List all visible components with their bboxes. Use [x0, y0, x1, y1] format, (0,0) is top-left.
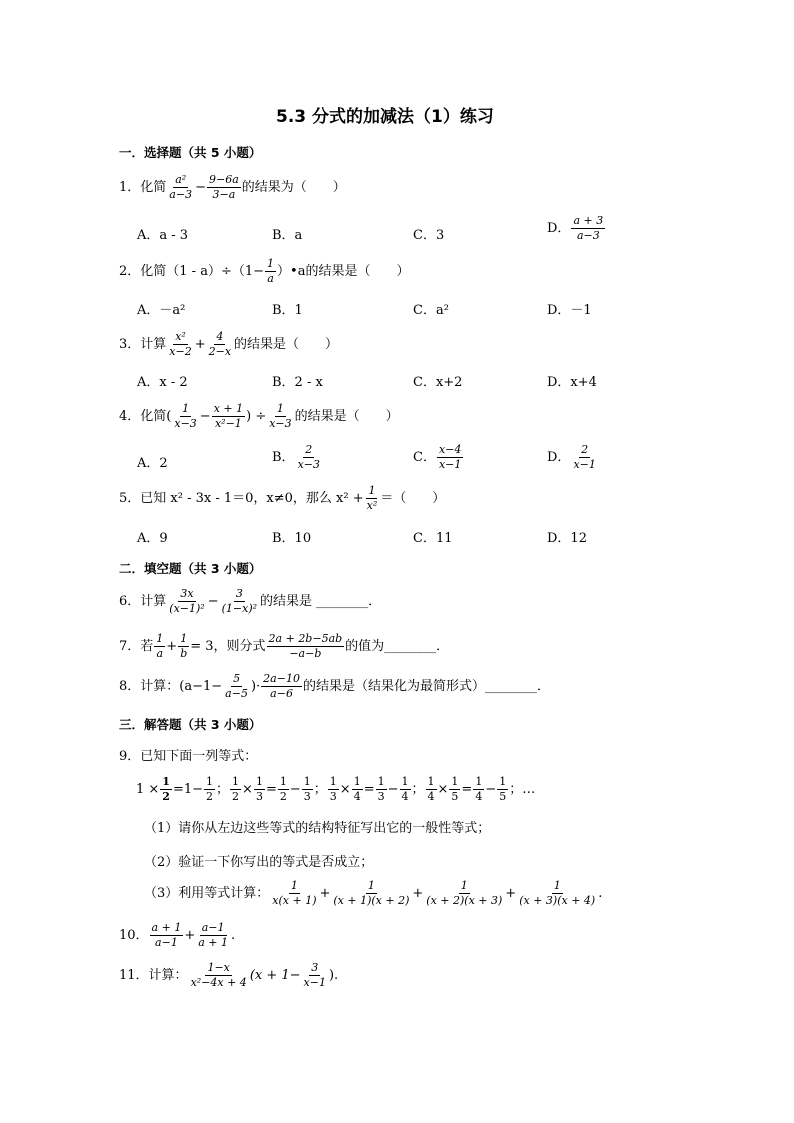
section-heading-solve: 三．解答题（共 3 小题） [119, 717, 262, 732]
fraction: $\frac{4}{2-x}$ [208, 330, 232, 359]
q4-option-d: D． $\frac{2}{x-1}$ [547, 443, 596, 472]
fraction: $\frac{1}{4}$ [427, 775, 435, 804]
fraction: $\frac{a + 3}{a-3}$ [573, 214, 604, 243]
fraction: $\frac{1}{a}$ [156, 632, 164, 661]
question-6: 6． 计算 $\frac{3x}{\text{(x−1)²}}$ − $\frac{3}{\text{(1−x)²}}$ 的结果是 ________． [119, 587, 382, 616]
q3-option-d: D．x+4 [547, 375, 597, 390]
q2-option-d: D．－1 [547, 303, 592, 318]
fraction: $\frac{1}{3}$ [329, 775, 337, 804]
fraction: $\frac{2}{x-3}$ [297, 443, 320, 472]
fraction: $\frac{1}{2}$ [279, 775, 287, 804]
fraction: $\frac{1}{5}$ [499, 775, 507, 804]
fraction: $\frac{2a + 2b-5ab}{-a-b}$ [268, 632, 343, 661]
fraction: $\frac{1}{a}$ [267, 257, 275, 286]
fraction: $\frac{1}{4}$ [475, 775, 483, 804]
q9-part-3: （3）利用等式计算： $\frac{1}{x(x + 1)}$ + $\frac{1}{(x + 1)(x + 2)}$ + $\frac{1}{(x + 2)(x + 3)}$ + $\frac{1}{(x + 3)(x + 4)}$ . [144, 879, 603, 908]
q3-option-b: B．2 - x [272, 375, 323, 390]
section-heading-fill: 二．填空题（共 3 小题） [119, 561, 262, 576]
section-heading-choice: 一．选择题（共 5 小题） [119, 145, 262, 160]
fraction: $\frac{a + 1}{a-1}$ [151, 921, 182, 950]
q5-option-b: B．10 [272, 531, 312, 546]
q2-option-c: C．a² [413, 303, 449, 318]
fraction: $\frac{1}{2}$ [232, 775, 240, 804]
question-11: 11． 计算： $\frac{1-x}{\text{x²−4x + 4}}$ (x + 1− $\frac{3}{x-1}$ ). [119, 961, 339, 990]
q1-option-b: B．a [272, 228, 303, 243]
q9-equation-sequence: 1 × $\frac{1}{2}$ = 1− $\frac{1}{2}$ ； $\frac{1}{2}$ × $\frac{1}{3}$ = $\frac{1}{2}$ − $\frac{1}{3}$ ； $\frac{1}{3}$ × $\frac{1}{4}$ = $\frac{1}{3}$ − $\frac{1}{4}$ ； $\frac{1}{4}$ × $\frac{1}{5}$ = $\frac{1}{4}$ − $\frac{1}{5}$ ；… [136, 775, 536, 804]
fraction: $\frac{1}{(x + 1)(x + 2)}$ [333, 879, 410, 908]
fraction: $\frac{1}{4}$ [353, 775, 361, 804]
q4-option-a: A．2 [137, 456, 168, 471]
fraction: $\frac{1}{b}$ [180, 632, 188, 661]
q1-option-d: D． $\frac{a + 3}{a-3}$ [547, 214, 604, 243]
q9-part-2: （2）验证一下你写出的等式是否成立； [144, 855, 374, 870]
fraction: $\frac{a-1}{a + 1}$ [198, 921, 229, 950]
fraction: $\frac{1-x}{\text{x²−4x + 4}}$ [190, 961, 247, 990]
q1-option-c: C．3 [413, 228, 445, 243]
fraction: $\frac{1}{3}$ [377, 775, 385, 804]
fraction: $\frac{x + 1}{\text{x²−1}}$ [213, 402, 244, 431]
fraction: $\frac{1}{x(x + 1)}$ [272, 879, 317, 908]
fraction: $\frac{x-4}{x-1}$ [438, 443, 462, 472]
fraction: $\frac{3x}{\text{(x−1)²}}$ [169, 587, 205, 616]
fraction: $\frac{9-6a}{3-a}$ [208, 173, 239, 202]
fraction: $\frac{1}{3}$ [303, 775, 311, 804]
fraction: $\frac{1}{x-3}$ [269, 402, 292, 431]
fraction: $\frac{\text{x²}}{x-2}$ [169, 330, 192, 359]
fraction: $\frac{1}{4}$ [401, 775, 409, 804]
question-2: 2． 化简（1 - a）÷（1− $\frac{1}{a}$ ）•a的结果是（ ） [119, 257, 410, 286]
question-5: 5． 已知 x² - 3x - 1＝0，x≠0，那么 x² + $\frac{1}{\text{x²}}$ ＝（ ） [119, 484, 446, 513]
page-title: 5.3 分式的加减法（1）练习 [276, 107, 494, 127]
question-1: 1． 化简 $\frac{\text{a²}}{a-3}$ − $\frac{9-6a}{3-a}$ 的结果为（ ） [119, 173, 346, 202]
q3-option-c: C．x+2 [413, 375, 463, 390]
q1-option-a: A．a - 3 [137, 228, 189, 243]
q5-option-d: D．12 [547, 531, 587, 546]
fraction: $\frac{1}{\text{x²}}$ [366, 484, 378, 513]
q3-option-a: A．x - 2 [137, 375, 188, 390]
fraction: $\frac{3}{x-1}$ [303, 961, 326, 990]
fraction: $\frac{1}{3}$ [255, 775, 263, 804]
question-3: 3． 计算 $\frac{\text{x²}}{x-2}$ + $\frac{4}{2-x}$ 的结果是（ ） [119, 330, 339, 359]
fraction: $\frac{\text{a²}}{a-3}$ [169, 173, 193, 202]
q5-option-c: C．11 [413, 531, 453, 546]
question-7: 7． 若 $\frac{1}{a}$ + $\frac{1}{b}$ = 3，则分式 $\frac{2a + 2b-5ab}{-a-b}$ 的值为________． [119, 632, 450, 661]
fraction: $\frac{1}{2}$ [162, 775, 170, 804]
fraction: $\frac{1}{(x + 2)(x + 3)}$ [426, 879, 503, 908]
fraction: $\frac{1}{x-3}$ [174, 402, 197, 431]
fraction: $\frac{2a-10}{a-6}$ [263, 672, 300, 701]
question-4: 4． 化简( $\frac{1}{x-3}$ − $\frac{x + 1}{\text{x²−1}}$ ) ÷ $\frac{1}{x-3}$ 的结果是（ ） [119, 402, 399, 431]
question-9: 9．已知下面一列等式： [119, 749, 258, 764]
q5-option-a: A．9 [137, 531, 168, 546]
fraction: $\frac{3}{\text{(1−x)²}}$ [221, 587, 258, 616]
fraction: $\frac{1}{2}$ [206, 775, 214, 804]
fraction: $\frac{2}{x-1}$ [573, 443, 596, 472]
q4-option-b: B． $\frac{2}{x-3}$ [272, 443, 320, 472]
q9-part-1: （1）请你从左边这些等式的结构特征写出它的一般性等式； [144, 821, 491, 836]
fraction: $\frac{1}{5}$ [451, 775, 459, 804]
q2-option-a: A．－a² [137, 303, 186, 318]
question-8: 8． 计算：(a−1− $\frac{5}{a-5}$ )· $\frac{2a-10}{a-6}$ 的结果是（结果化为最简形式）________． [119, 672, 550, 701]
question-10: 10． $\frac{a + 1}{a-1}$ + $\frac{a-1}{a + 1}$ . [119, 921, 236, 950]
q4-option-c: C． $\frac{x-4}{x-1}$ [413, 443, 462, 472]
fraction: $\frac{5}{a-5}$ [225, 672, 248, 701]
q2-option-b: B．1 [272, 303, 303, 318]
fraction: $\frac{1}{(x + 3)(x + 4)}$ [519, 879, 596, 908]
